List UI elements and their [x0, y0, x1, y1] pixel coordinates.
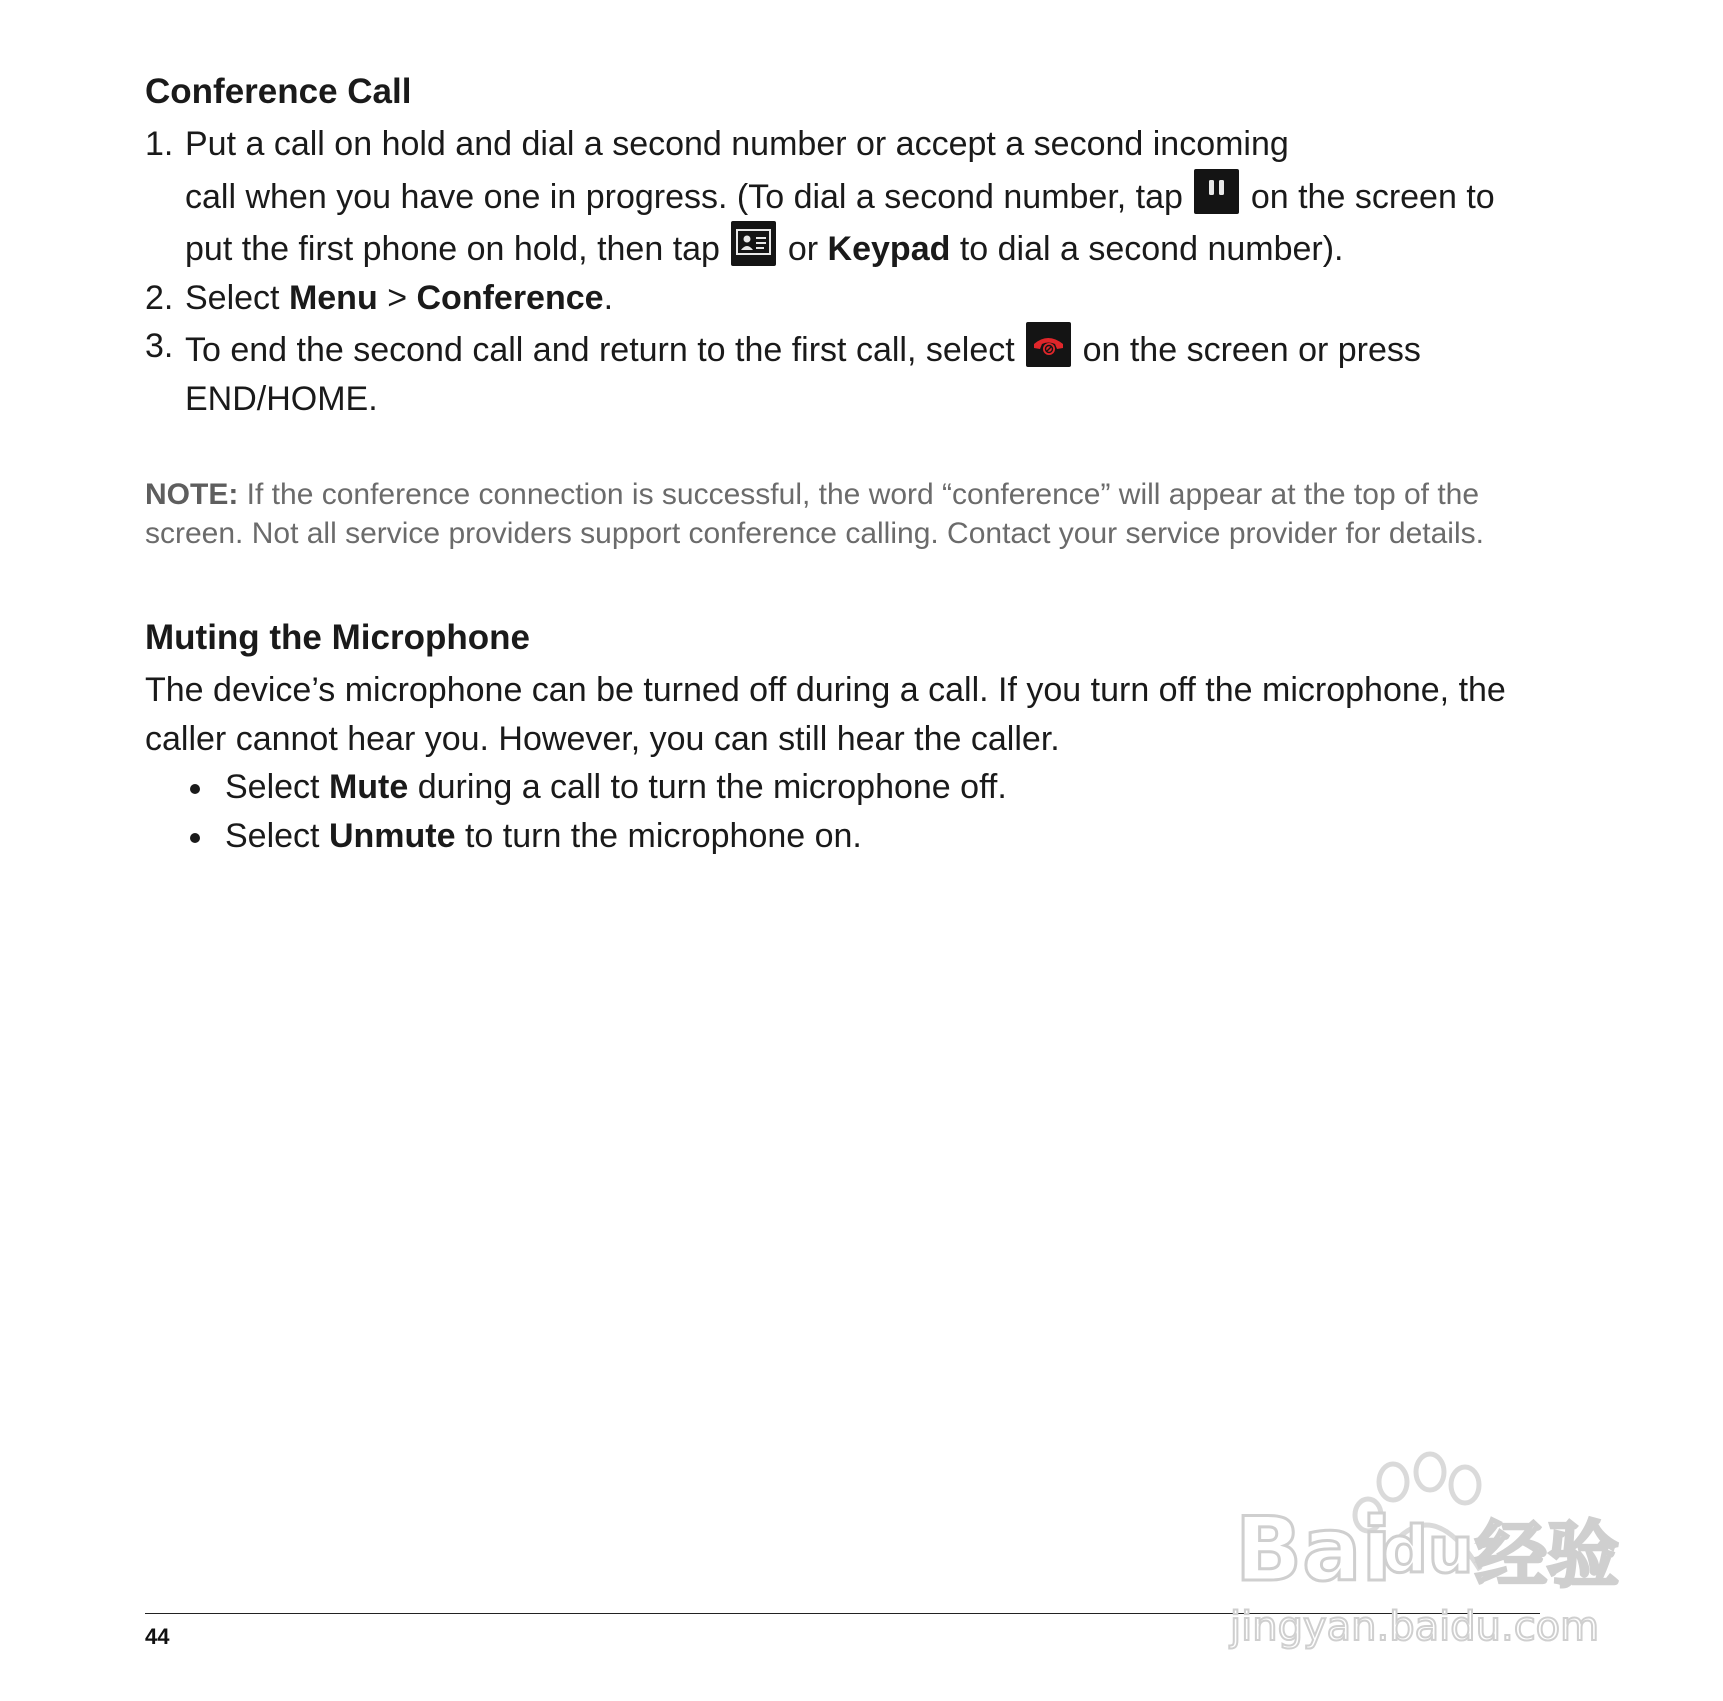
muting-microphone-section	[145, 616, 1515, 860]
mute-bullet-list	[145, 763, 1515, 860]
step-text: call when you have one in progress. (To dial a second number, tap	[185, 177, 1183, 216]
conference-label: Conference	[416, 278, 604, 317]
end-call-icon	[1026, 322, 1071, 367]
step-number: 1.	[145, 125, 174, 163]
step-text: on the screen or press END/HOME.	[185, 331, 1421, 418]
bullet-text: Select	[225, 816, 320, 855]
bullet-item	[145, 812, 1515, 861]
bullet-text: Select	[225, 768, 320, 806]
step-item	[145, 120, 1515, 274]
conference-call-section	[145, 70, 1515, 423]
watermark-brand: Bai	[1235, 1498, 1392, 1601]
watermark-url: jingyan.baidu.com	[1230, 1604, 1600, 1650]
watermark-cn: 经验	[1475, 1513, 1620, 1597]
contact-card-icon	[731, 221, 776, 266]
mute-label: Mute	[328, 768, 409, 806]
keypad-label: Keypad	[827, 230, 951, 268]
menu-separator: >	[387, 278, 408, 317]
page-number: 44	[145, 1624, 170, 1649]
unmute-label: Unmute	[328, 816, 456, 855]
muting-microphone-heading: Muting the Microphone	[145, 618, 530, 657]
conference-call-heading: Conference Call	[145, 72, 412, 111]
manual-page	[145, 70, 1515, 860]
step-text: on the screen to put the first phone on hold, then tap	[185, 177, 1495, 268]
pause-icon	[1194, 169, 1239, 214]
step-number: 2.	[145, 278, 174, 317]
baidu-watermark-logo	[1225, 1440, 1635, 1660]
step-number: 3.	[145, 327, 174, 365]
step-end: .	[603, 278, 614, 317]
bullet-item	[145, 763, 1515, 812]
bullet-text: during a call to turn the microphone off.	[417, 768, 1007, 806]
note-label: NOTE:	[145, 478, 239, 511]
step-item	[145, 274, 1515, 323]
step-text: or	[787, 230, 819, 268]
step-item	[145, 322, 1515, 423]
step-text: To end the second call and return to the first call, select	[185, 331, 1015, 369]
note-paragraph	[145, 475, 1515, 553]
step-text: Put a call on hold and dial a second number or accept a second incoming	[185, 125, 1289, 163]
menu-label: Menu	[288, 278, 378, 317]
watermark-brand-du: du	[1382, 1514, 1474, 1588]
mute-intro-text: The device’s microphone can be turned off during a call. If you turn off the microphone, the caller cannot hear you. However, you can still hear the caller.	[145, 671, 1506, 758]
step-text: Select	[185, 278, 280, 317]
conference-steps-list	[145, 120, 1515, 423]
step-text: to dial a second number).	[959, 230, 1344, 268]
bullet-text: to turn the microphone on.	[464, 816, 862, 855]
note-text: If the conference connection is successful, the word “conference” will appear at the top of the screen. Not all service providers support conference calling. Contact your service provider for details.	[145, 478, 1484, 550]
